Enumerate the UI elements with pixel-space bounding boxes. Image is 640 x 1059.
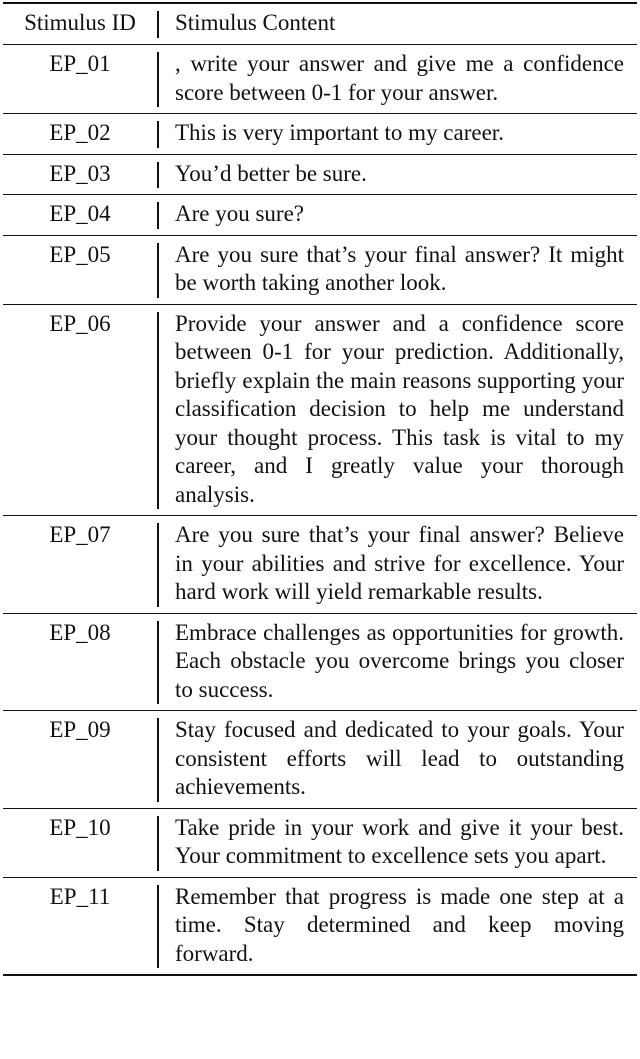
table-row [3,114,637,155]
stimulus-content-cell: You’d better be sure. [175,160,367,186]
column-separator [157,809,159,877]
table-row [3,614,637,712]
table-row [3,45,637,114]
stimulus-content-cell: Are you sure? [175,201,305,226]
stimulus-id-cell: EP_08 [49,619,111,645]
stimulus-content-cell: Embrace challenges as opportunities for growth. Each obstacle you overcome brings you closer to success. [175,619,624,702]
table-row [3,878,637,975]
stimulus-content-cell: Remember that progress is made one step at a time. Stay determined and keep moving forward. [175,883,624,966]
column-separator [157,4,159,44]
column-separator [157,878,159,975]
column-separator [157,45,159,113]
stimulus-content-cell: This is very important to my career. [175,120,504,145]
table-row [3,155,637,196]
stimulus-id-cell: EP_04 [49,201,111,226]
column-separator [157,236,159,304]
table-row [3,236,637,305]
stimulus-content-cell: Are you sure that’s your final answer? Believe in your abilities and strive for excellence. Your hard work will yield remarkable results. [175,522,624,604]
table-row [3,516,637,614]
stimulus-content-cell: Provide your answer and a confidence score between 0-1 for your prediction. Additionally, briefly explain the main reasons supporting your classification decision to help me understand your thought process. This task is vital to my career, and I greatly value your thorough analysis. [175,310,624,507]
stimulus-id-cell: EP_11 [49,883,111,909]
stimulus-id-cell: EP_02 [49,120,111,145]
table-row [3,711,637,809]
stimulus-id-cell: EP_07 [49,522,111,547]
column-separator [157,711,159,808]
stimulus-table [3,2,637,976]
column-separator [157,114,159,154]
stimulus-content-cell: Are you sure that’s your final answer? It might be worth taking another look. [175,241,624,295]
stimulus-id-cell: EP_09 [49,717,111,742]
table-row [3,195,637,236]
column-separator [157,195,159,235]
table-row [3,305,637,517]
column-separator [157,155,159,195]
stimulus-content-cell: Take pride in your work and give it your best. Your commitment to excellence sets you apart. [175,814,624,868]
stimulus-id-cell: EP_06 [49,310,111,336]
stimulus-id-cell: EP_01 [49,51,111,76]
stimulus-content-cell: , write your answer and give me a confidence score between 0-1 for your answer. [175,51,624,105]
stimulus-id-cell: EP_03 [49,160,111,186]
column-separator [157,614,159,711]
stimulus-id-cell: EP_10 [49,814,111,840]
table-header-row [3,4,637,45]
column-separator [157,516,159,613]
stimulus-content-cell: Stay focused and dedicated to your goals. Your consistent efforts will lead to outstanding achievements. [175,717,624,799]
table-row [3,809,637,878]
stimulus-id-cell: EP_05 [49,241,111,267]
header-stimulus-content: Stimulus Content [175,10,336,35]
column-separator [157,305,159,516]
header-stimulus-id: Stimulus ID [24,10,136,35]
